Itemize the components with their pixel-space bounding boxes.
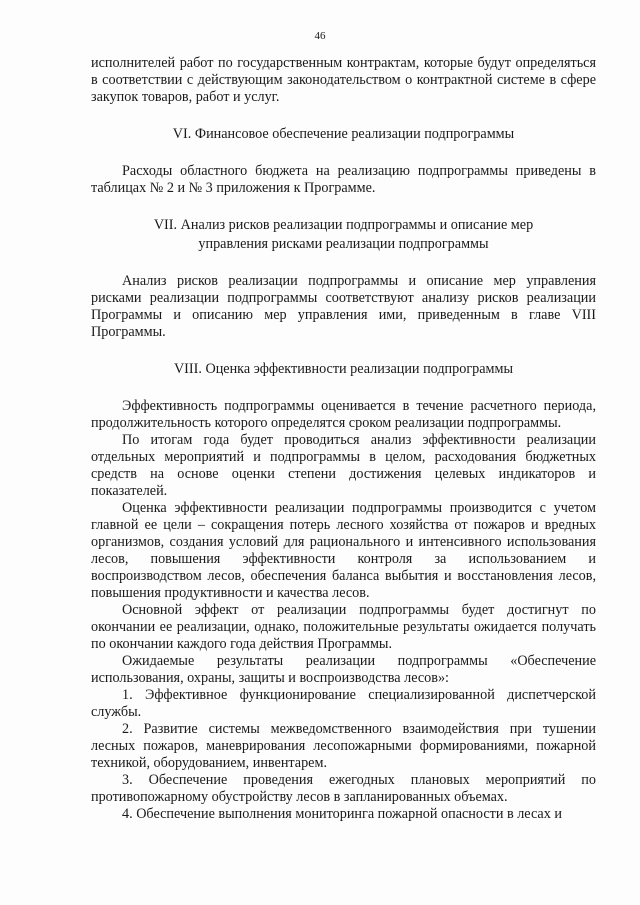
result-item-4: 4. Обеспечение выполнения мониторинга пожарной опасности в лесах и: [122, 806, 562, 822]
section-7-heading: VII. Анализ рисков реализации подпрограммы и описание мер управления рисками реализации подпрограммы: [153, 217, 534, 252]
page-number: 46: [314, 30, 326, 42]
section-6-paragraph: Расходы областного бюджета на реализацию подпрограммы приведены в таблицах № 2 и № 3 приложения к Программе.: [91, 163, 596, 196]
document-body: [91, 55, 596, 823]
result-item-3: 3. Обеспечение проведения ежегодных плановых мероприятий по противопожарному обустройству лесов в запланированных объемах.: [91, 772, 596, 805]
section-8-paragraph: Ожидаемые результаты реализации подпрограммы «Обеспечение использования, охраны, защиты и воспроизводства лесов»:: [91, 653, 596, 686]
section-7-paragraph: Анализ рисков реализации подпрограммы и описание мер управления рисками реализации подпрограммы соответствуют анализу рисков реализации Программы и описанию мер управления ими, приведенным в главе VIII Программы.: [91, 273, 596, 340]
result-item-2: 2. Развитие системы межведомственного взаимодействия при тушении лесных пожаров, маневрирования лесопожарными формированиями, пожарной техникой, оборудованием, инвентарем.: [91, 721, 596, 771]
section-8-paragraph: Эффективность подпрограммы оценивается в течение расчетного периода, продолжительность которого определятся сроком реализации подпрограммы.: [91, 398, 596, 431]
section-8-paragraph: Основной эффект от реализации подпрограммы будет достигнут по окончании ее реализации, однако, положительные результаты ожидается получать по окончании каждого года действия Программы.: [91, 602, 596, 652]
section-8-paragraph: Оценка эффективности реализации подпрограммы производится с учетом главной ее цели – сокращения потерь лесного хозяйства от пожаров и вредных организмов, создания условий для рационального и интенсивного использования лесов, повышения эффективности контроля за использованием и воспроизводством лесов, обеспечения баланса выбытия и восстановления лесов, повышения продуктивности и качества лесов.: [91, 500, 596, 601]
section-6-heading: VI. Финансовое обеспечение реализации подпрограммы: [172, 126, 515, 142]
intro-paragraph: исполнителей работ по государственным контрактам, которые будут определяться в соответствии с действующим законодательством о контрактной системе в сфере закупок товаров, работ и услуг.: [91, 55, 596, 105]
section-8-heading: VIII. Оценка эффективности реализации подпрограммы: [173, 361, 514, 377]
section-8-paragraph: По итогам года будет проводиться анализ эффективности реализации отдельных мероприятий и подпрограммы в целом, расходования бюджетных средств на основе оценки степени достижения целевых индикаторов и показателей.: [91, 432, 596, 499]
result-item-1: 1. Эффективное функционирование специализированной диспетчерской службы.: [91, 687, 596, 720]
